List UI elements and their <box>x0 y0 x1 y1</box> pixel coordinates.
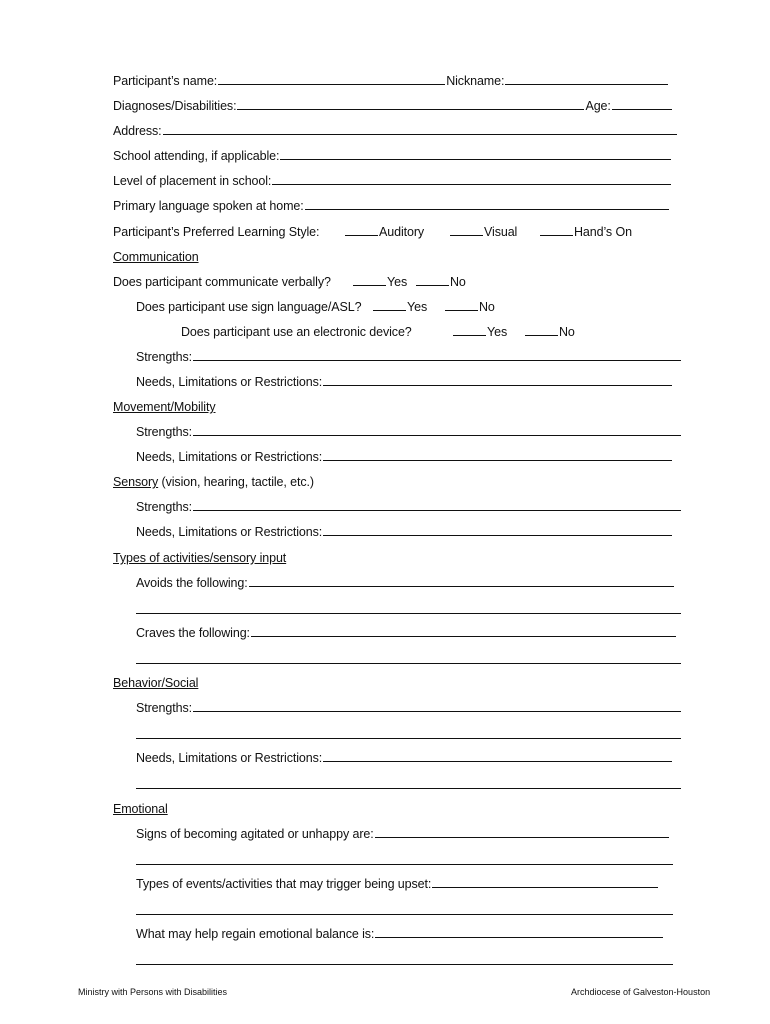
language-row <box>113 198 670 214</box>
sign-no <box>444 299 495 315</box>
behavior-heading: Behavior/Social <box>113 676 199 690</box>
movement-needs-label: Needs, Limitations or Restrictions: <box>136 450 323 464</box>
sign-yes-check[interactable] <box>373 299 406 311</box>
school-field[interactable] <box>280 148 671 160</box>
behavior-needs-row <box>136 750 673 766</box>
triggers-field[interactable] <box>432 876 658 888</box>
address-row <box>113 123 678 139</box>
behavior-needs-label: Needs, Limitations or Restrictions: <box>136 751 323 765</box>
sensory-strengths-label: Strengths: <box>136 500 192 514</box>
placement-label: Level of placement in school: <box>113 174 272 188</box>
address-label: Address: <box>113 124 162 138</box>
balance-row <box>136 926 664 942</box>
movement-strengths-label: Strengths: <box>136 425 192 439</box>
balance-extra-line[interactable] <box>136 963 673 965</box>
device-no-label: No <box>559 325 575 339</box>
behavior-strengths-field[interactable] <box>193 700 681 712</box>
verbal-yes-check[interactable] <box>353 274 386 286</box>
device-yes <box>452 324 507 340</box>
auditory-check[interactable] <box>345 224 378 236</box>
balance-label: What may help regain emotional balance is: <box>136 927 375 941</box>
sign-no-check[interactable] <box>445 299 478 311</box>
device-no <box>524 324 575 340</box>
diagnoses-field[interactable] <box>237 98 584 110</box>
verbal-label: Does participant communicate verbally? <box>113 275 331 289</box>
avoids-field[interactable] <box>249 575 674 587</box>
signs-label: Signs of becoming agitated or unhappy are: <box>136 827 374 841</box>
behavior-needs-field[interactable] <box>323 750 672 762</box>
age-label: Age: <box>585 99 611 113</box>
footer-left: Ministry with Persons with Disabilities <box>78 987 228 997</box>
communication-heading: Communication <box>113 250 199 264</box>
hands-on-option <box>539 224 632 240</box>
signs-row <box>136 826 670 842</box>
sensory-note: (vision, hearing, tactile, etc.) <box>158 475 314 489</box>
triggers-extra-line[interactable] <box>136 913 673 915</box>
communication-needs-label: Needs, Limitations or Restrictions: <box>136 375 323 389</box>
hands-on-check[interactable] <box>540 224 573 236</box>
address-field[interactable] <box>163 123 677 135</box>
sign-label: Does participant use sign language/ASL? <box>136 300 362 314</box>
signs-extra-line[interactable] <box>136 863 673 865</box>
visual-option <box>449 224 517 240</box>
communication-strengths-label: Strengths: <box>136 350 192 364</box>
behavior-strengths-label: Strengths: <box>136 701 192 715</box>
school-label: School attending, if applicable: <box>113 149 280 163</box>
avoids-row <box>136 575 675 591</box>
movement-strengths-field[interactable] <box>193 424 681 436</box>
communication-strengths-field[interactable] <box>193 349 681 361</box>
communication-strengths-row <box>136 349 682 365</box>
sign-question <box>136 299 361 315</box>
nickname-field[interactable] <box>505 73 668 85</box>
school-row <box>113 148 672 164</box>
verbal-no <box>415 274 466 290</box>
sensory-strengths-row <box>136 499 682 515</box>
verbal-question <box>113 274 331 290</box>
sign-yes-label: Yes <box>407 300 428 314</box>
avoids-extra-line[interactable] <box>136 612 681 614</box>
age-field[interactable] <box>612 98 672 110</box>
device-yes-label: Yes <box>487 325 508 339</box>
device-yes-check[interactable] <box>453 324 486 336</box>
craves-field[interactable] <box>251 625 676 637</box>
visual-label: Visual <box>484 225 518 239</box>
behavior-strengths-extra-line[interactable] <box>136 737 681 739</box>
verbal-yes-label: Yes <box>387 275 408 289</box>
device-question <box>181 324 412 340</box>
sensory-strengths-field[interactable] <box>193 499 681 511</box>
placement-row <box>113 173 672 189</box>
sign-yes <box>372 299 427 315</box>
emotional-heading: Emotional <box>113 802 168 816</box>
craves-label: Craves the following: <box>136 626 250 640</box>
behavior-strengths-row <box>136 700 682 716</box>
sign-no-label: No <box>479 300 495 314</box>
movement-needs-row <box>136 449 673 465</box>
sensory-heading: Sensory <box>113 475 159 489</box>
verbal-yes <box>352 274 407 290</box>
sensory-needs-field[interactable] <box>323 524 672 536</box>
language-label: Primary language spoken at home: <box>113 199 304 213</box>
balance-field[interactable] <box>375 926 663 938</box>
communication-needs-row <box>136 374 673 390</box>
device-no-check[interactable] <box>525 324 558 336</box>
verbal-no-label: No <box>450 275 466 289</box>
signs-field[interactable] <box>375 826 669 838</box>
triggers-row <box>136 876 659 892</box>
footer-right: Archdiocese of Galveston-Houston <box>571 987 711 997</box>
participant-name-field[interactable] <box>218 73 445 85</box>
diagnoses-row <box>113 98 673 114</box>
auditory-label: Auditory <box>379 225 425 239</box>
communication-needs-field[interactable] <box>323 374 672 386</box>
hands-on-label: Hand’s On <box>574 225 632 239</box>
learning-style-label: Participant’s Preferred Learning Style: <box>113 225 320 239</box>
activities-heading: Types of activities/sensory input <box>113 551 287 565</box>
verbal-no-check[interactable] <box>416 274 449 286</box>
device-label: Does participant use an electronic device? <box>181 325 412 339</box>
nickname-label: Nickname: <box>446 74 505 88</box>
visual-check[interactable] <box>450 224 483 236</box>
triggers-label: Types of events/activities that may trigger being upset: <box>136 877 432 891</box>
participant-name-label: Participant’s name: <box>113 74 218 88</box>
placement-field[interactable] <box>272 173 671 185</box>
auditory-option <box>344 224 424 240</box>
learning-style-row <box>113 224 319 240</box>
behavior-needs-extra-line[interactable] <box>136 787 681 789</box>
participant-name-row <box>113 73 669 89</box>
movement-strengths-row <box>136 424 682 440</box>
language-field[interactable] <box>305 198 669 210</box>
movement-heading: Movement/Mobility <box>113 400 216 414</box>
diagnoses-label: Diagnoses/Disabilities: <box>113 99 237 113</box>
movement-needs-field[interactable] <box>323 449 672 461</box>
sensory-needs-row <box>136 524 673 540</box>
avoids-label: Avoids the following: <box>136 576 248 590</box>
sensory-needs-label: Needs, Limitations or Restrictions: <box>136 525 323 539</box>
craves-extra-line[interactable] <box>136 662 681 664</box>
craves-row <box>136 625 677 641</box>
sensory-heading-row <box>113 474 314 490</box>
